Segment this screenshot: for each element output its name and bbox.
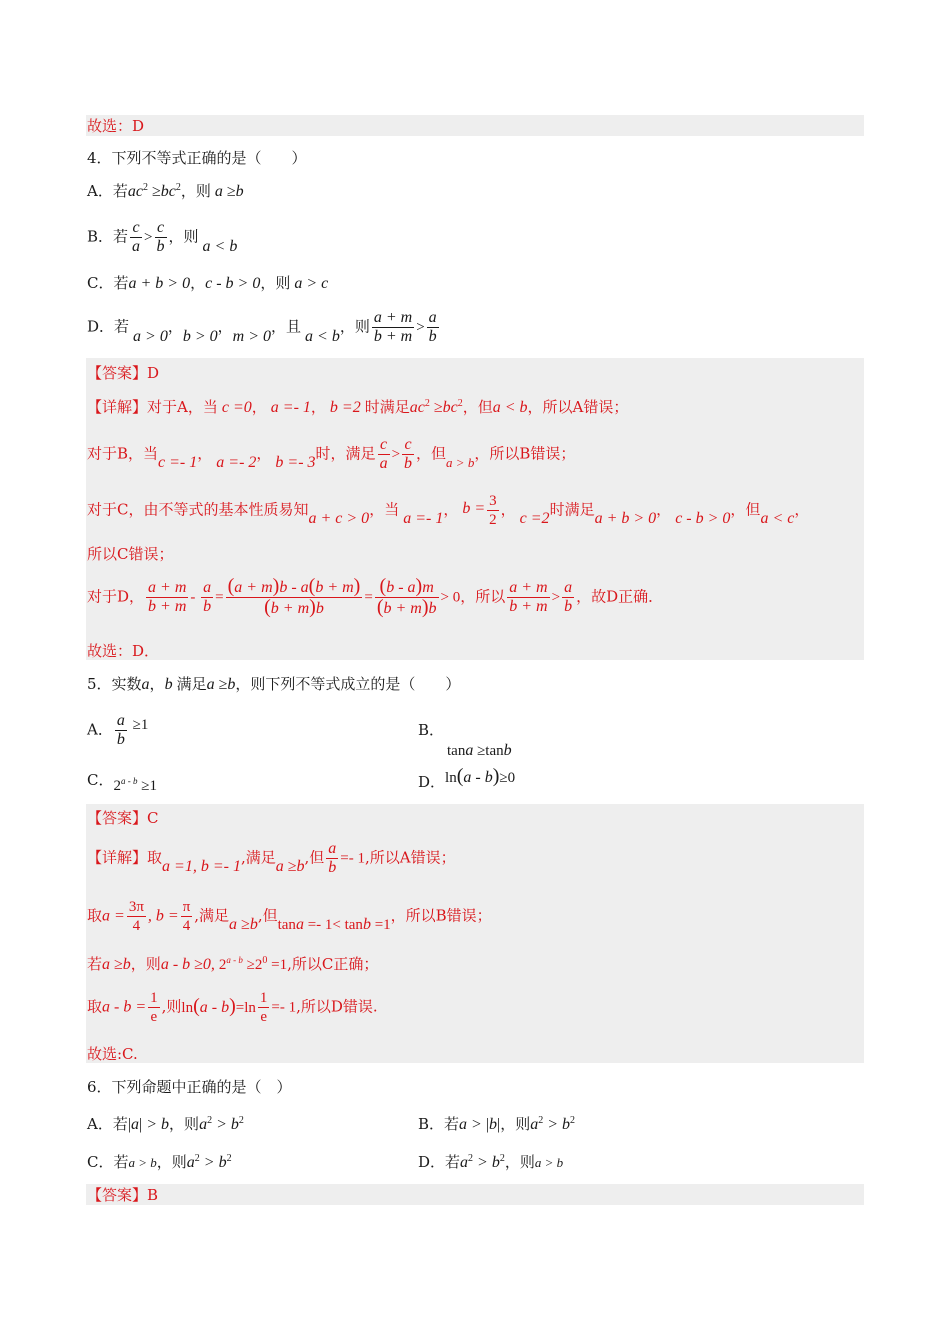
- q5-detail-d: 取a - b = $\frac{1}{e}$ ,则ln(a - b)=ln $\frac{1}{e}$ =- 1,所以D错误.: [87, 990, 378, 1025]
- q4-detail-c-end: 所以C错误；: [87, 545, 174, 563]
- q4-option-c: C．若a + b > 0，c - b > 0，则 a > c: [87, 274, 329, 292]
- q5-option-a: A． $\frac{a}{b}$ ≥1: [87, 712, 149, 748]
- q6-option-a: A．若|a| > b，则$a^2 > b^2$: [87, 1115, 244, 1133]
- q4-answer: 【答案】D: [87, 364, 160, 382]
- q4-detail-a: 【详解】对于A，当 c =0， a =- 1， b =2 时满足$ac^2 \ge bc^2$，但a < b，所以A错误；: [87, 398, 629, 416]
- q6-option-c: C．若a > b，则$a^2 > b^2$: [87, 1153, 232, 1171]
- q5-option-c: C．$2^{a - b} \ge 1$: [87, 771, 157, 794]
- q4-detail-d: 对于D， $\frac{a + m}{b + m}$ - $\frac{a}{b}$ = $\frac{(a + m)b - a(b + m)}{(b + m)b}$ = $\frac{(b - a)m}{(b + m)b}$ > 0，所以 $\frac{a + m}{b + m}$ > $\frac{a}{b}$ ，故D正确．: [87, 575, 664, 618]
- q5-option-b: B． tana ≥tanb: [418, 721, 512, 759]
- q4-choose: 故选：D．: [87, 642, 160, 660]
- answer-band: [86, 115, 864, 136]
- q5-stem: 5．实数a，b 满足a ≥b，则下列不等式成立的是（ ）: [87, 675, 461, 693]
- q4-stem: 4．下列不等式正确的是（ ）: [87, 149, 307, 167]
- answer-band: [86, 1184, 864, 1205]
- q4-option-d: D．若 a > 0，b > 0，m > 0，且 a < b，则 $\frac{a + m}{b + m}$ > $\frac{a}{b}$: [87, 309, 437, 345]
- q3-choose: 故选：D: [87, 117, 145, 135]
- q4-option-a: A．若$ac^2 \ge bc^2$，则 a ≥b: [87, 182, 244, 200]
- q5-choose: 故选:C.: [87, 1045, 138, 1063]
- q6-answer: 【答案】B: [87, 1186, 159, 1204]
- q5-detail-b: 取a = $\frac{3\pi}{4}$ , b = $\frac{\pi}{4}$ ,满足a ≥b,但tana =- 1< tanb =1，所以B错误；: [87, 899, 492, 934]
- q5-detail-a: 【详解】取a =1, b =- 1,满足a ≥b,但 $\frac{a}{b}$ =- 1,所以A错误；: [87, 840, 456, 876]
- q5-answer: 【答案】C: [87, 809, 159, 827]
- q4-detail-c: 对于C，由不等式的基本性质易知a + c > 0，当 a =- 1， b = $\frac{3}{2}$ ， c =2时满足a + b > 0， c - b > 0，但a < c，: [87, 493, 810, 528]
- q5-detail-c: 若a ≥b，则a - b ≥0, $2^{a - b} \ge 2^0 =1$,所以C正确；: [87, 955, 379, 973]
- q4-option-b: B．若 $\frac{c}{a}$ > $\frac{c}{b}$ ，则 a < b: [87, 219, 238, 255]
- q6-option-b: B．若a > |b|，则$a^2 > b^2$: [418, 1115, 576, 1133]
- q6-stem: 6．下列命题中正确的是（ ）: [87, 1078, 292, 1096]
- q6-option-d: D．若$a^2 > b^2$，则a > b: [418, 1153, 564, 1171]
- q5-option-d: D．ln(a - b)≥0: [418, 765, 516, 791]
- q4-detail-b: 对于B，当c =- 1， a =- 2， b =- 3时，满足 $\frac{c}{a}$ > $\frac{c}{b}$ ，但a > b，所以B错误；: [87, 436, 576, 472]
